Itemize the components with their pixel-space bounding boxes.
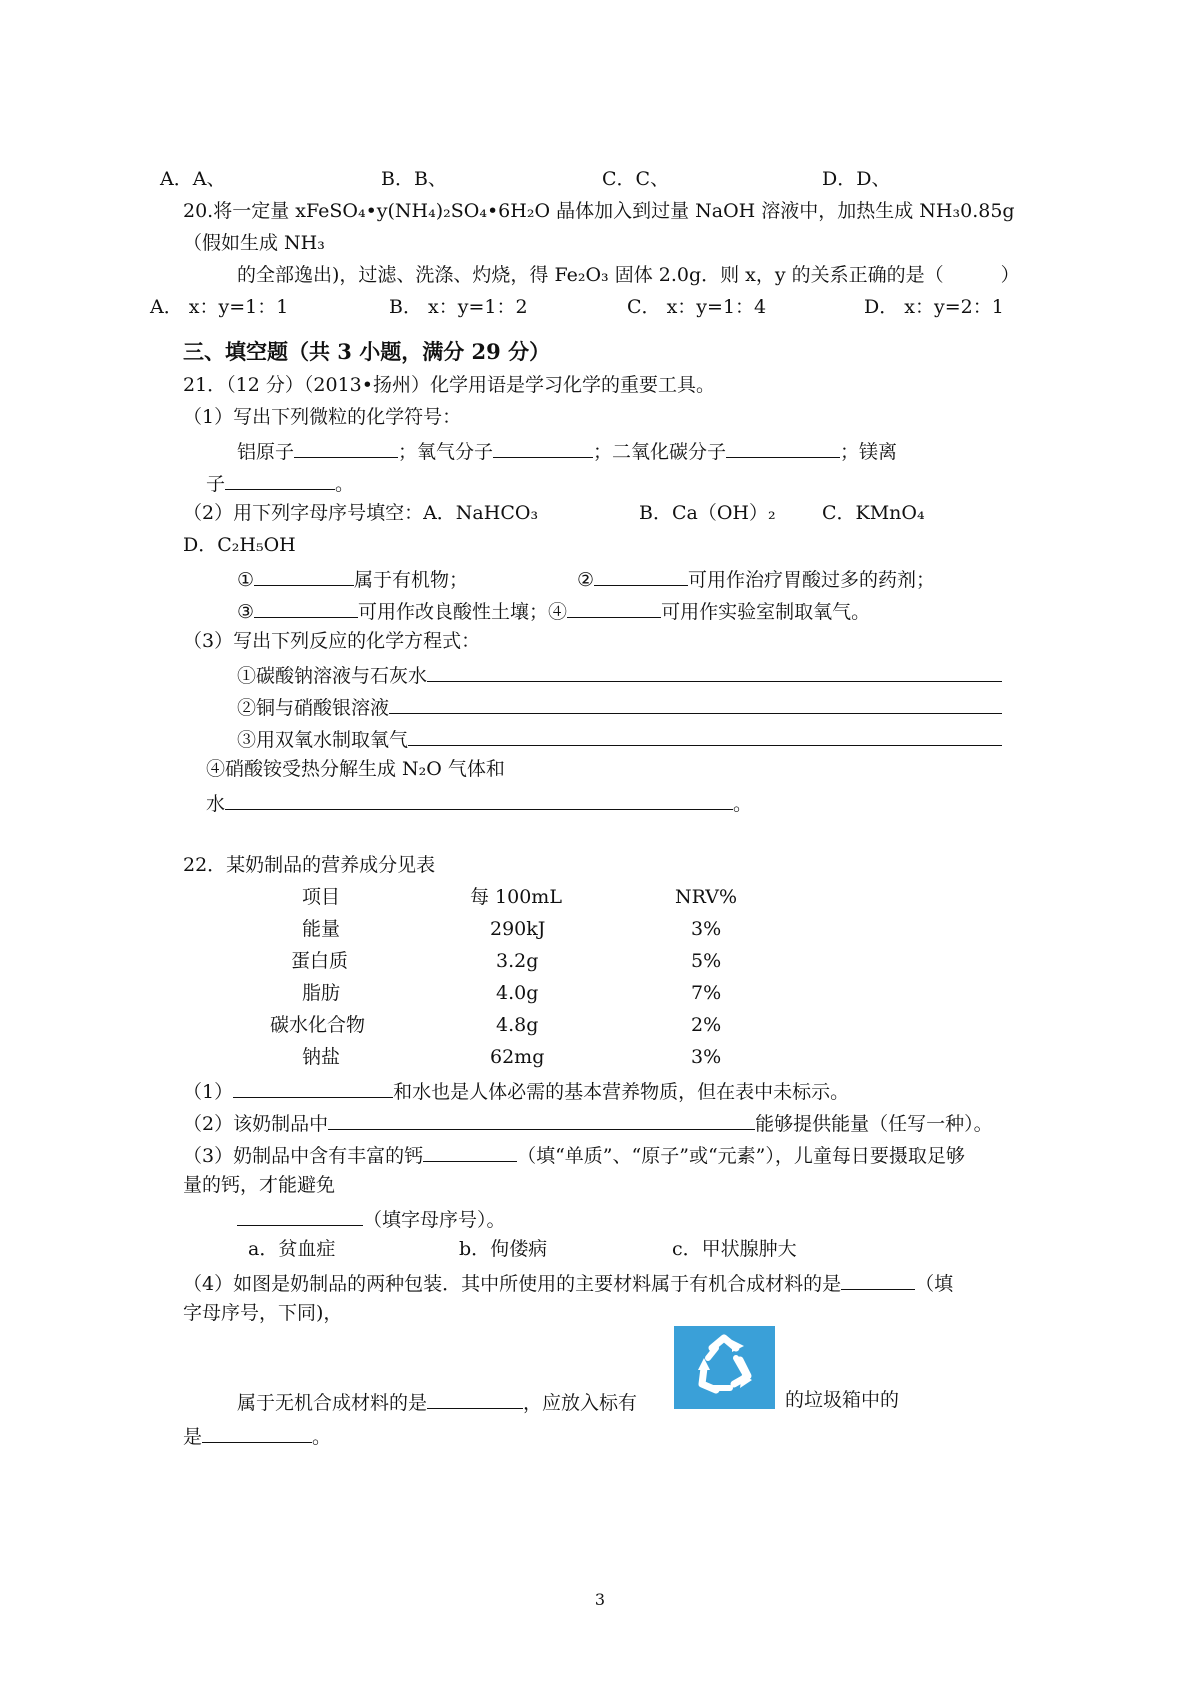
- q22-part4: [183, 1269, 953, 1296]
- answer-blank[interactable]: [389, 693, 1002, 714]
- answer-blank[interactable]: [202, 1422, 312, 1443]
- table-cell: 7%: [691, 982, 722, 1004]
- answer-blank[interactable]: [567, 597, 661, 618]
- period: 。: [312, 1426, 332, 1448]
- table-cell: 5%: [691, 950, 722, 972]
- table-cell: 4.8g: [496, 1014, 539, 1036]
- section-title: 三、填空题（共 3 小题，满分 29 分）: [183, 339, 551, 364]
- table-cell: 能量: [302, 918, 341, 940]
- bin-label: ，应放入标有: [523, 1392, 638, 1414]
- q22-part4-line2: 字母序号，下同)，: [183, 1302, 343, 1324]
- answer-blank[interactable]: [726, 437, 840, 458]
- part2-label: （2）该奶制品中: [183, 1113, 329, 1135]
- label-is: 是: [183, 1426, 203, 1448]
- table-cell: 2%: [691, 1014, 722, 1036]
- q22-opt-b: b．佝偻病: [459, 1238, 548, 1260]
- label-soil: 可用作改良酸性土壤；④: [358, 601, 568, 623]
- q19-option-a: A．A、: [160, 168, 226, 190]
- page-number: 3: [594, 1590, 606, 1609]
- table-cell: 碳水化合物: [270, 1014, 366, 1036]
- answer-blank[interactable]: [254, 597, 358, 618]
- q21-part1-line2: [206, 469, 354, 496]
- q21-eq2: [237, 693, 1002, 720]
- q22-part4-line4: [183, 1422, 331, 1449]
- q22-part4-line3: [237, 1388, 637, 1415]
- part3-label: （3）奶制品中含有丰富的钙: [183, 1145, 424, 1167]
- part1-text: 和水也是人体必需的基本营养物质，但在表中未标示。: [393, 1081, 850, 1103]
- q21-part2-row2: [237, 597, 870, 624]
- answer-blank[interactable]: [294, 437, 398, 458]
- label-aluminum-atom: 铝原子: [237, 441, 295, 463]
- q20-option-a: A． x：y=1：1: [150, 296, 289, 318]
- q21-eq3: [237, 725, 1002, 752]
- q21-part1-title: （1）写出下列微粒的化学符号：: [183, 406, 462, 428]
- q20-option-b: B． x：y=1：2: [389, 296, 528, 318]
- circled-2: ②: [577, 569, 595, 591]
- q22-opt-c: c．甲状腺肿大: [672, 1238, 797, 1260]
- part2-text: 能够提供能量（任写一种）。: [755, 1113, 993, 1135]
- part4-fill-hint: （填: [915, 1273, 954, 1295]
- eq1-label: ①碳酸钠溶液与石灰水: [237, 665, 428, 687]
- q20-stem-line3: 的全部逸出)，过滤、洗涤、灼烧，得 Fe₂O₃ 固体 2.0g．则 x，y 的关系正确的是（ ）: [237, 264, 1020, 286]
- q21-part2-title: （2）用下列字母序号填空：A．NaHCO₃: [183, 502, 539, 524]
- q21-eq4-answer: [206, 789, 752, 816]
- table-cell: 3.2g: [496, 950, 539, 972]
- q20-option-d: D． x：y=2：1: [864, 296, 1004, 318]
- q21-eq1: [237, 661, 1002, 688]
- q21-part2-option-b: B．Ca（OH）₂: [639, 502, 776, 524]
- label-oxygen-prep: 可用作实验室制取氧气。: [661, 601, 871, 623]
- part3-hint: （填字母序号）。: [363, 1209, 506, 1231]
- inorganic-label: 属于无机合成材料的是: [237, 1392, 428, 1414]
- label-antacid: 可用作治疗胃酸过多的药剂；: [688, 569, 936, 591]
- eq2-label: ②铜与硝酸银溶液: [237, 697, 390, 719]
- table-cell: 3%: [691, 918, 722, 940]
- q22-opt-a: a．贫血症: [248, 1238, 336, 1260]
- period: 。: [335, 473, 355, 495]
- q21-stem: 21．（12 分）（2013•扬州）化学用语是学习化学的重要工具。: [183, 374, 715, 396]
- q21-part2-row1: [237, 565, 468, 592]
- label-co2-molecule: ；二氧化碳分子: [593, 441, 727, 463]
- eq3-label: ③用双氧水制取氧气: [237, 729, 409, 751]
- answer-blank[interactable]: [493, 437, 593, 458]
- answer-blank[interactable]: [408, 725, 1002, 746]
- table-cell: 3%: [691, 1046, 722, 1068]
- q19-option-b: B．B、: [381, 168, 447, 190]
- q21-part2-row1b: [577, 565, 935, 592]
- table-header-item: 项目: [302, 886, 341, 908]
- answer-blank[interactable]: [225, 469, 335, 490]
- answer-blank[interactable]: [254, 565, 354, 586]
- q20-option-c: C． x：y=1：4: [627, 296, 767, 318]
- q21-part2-option-d: D．C₂H₅OH: [183, 534, 296, 556]
- answer-blank[interactable]: [328, 1109, 755, 1130]
- part3-text: （填“单质”、“原子”或“元素”），儿童每日要摄取足够: [517, 1145, 965, 1167]
- answer-blank[interactable]: [233, 1077, 393, 1098]
- part-number: （1）: [183, 1081, 234, 1103]
- label-organic: 属于有机物；: [354, 569, 469, 591]
- label-oxygen-molecule: ；氧气分子: [398, 441, 494, 463]
- q20-stem-line1: 20.将一定量 xFeSO₄•y(NH₄)₂SO₄•6H₂O 晶体加入到过量 NaOH 溶液中，加热生成 NH₃0.85g: [183, 200, 1015, 222]
- label-ion-suffix: 子: [206, 473, 226, 495]
- table-cell: 62mg: [490, 1046, 545, 1068]
- answer-blank[interactable]: [225, 789, 733, 810]
- table-cell: 钠盐: [302, 1046, 341, 1068]
- answer-blank[interactable]: [594, 565, 688, 586]
- answer-blank[interactable]: [841, 1269, 915, 1290]
- eq4-label: 水: [206, 793, 226, 815]
- q22-part3-line2: 量的钙，才能避免: [183, 1174, 336, 1196]
- circled-3: ③: [237, 601, 255, 623]
- answer-blank[interactable]: [237, 1205, 363, 1226]
- circled-1: ①: [237, 569, 255, 591]
- label-magnesium-ion: ；镁离: [840, 441, 898, 463]
- q20-stem-line2: （假如生成 NH₃: [183, 232, 325, 254]
- q21-part1-line1: [237, 437, 897, 464]
- table-cell: 4.0g: [496, 982, 539, 1004]
- part4-text: （4）如图是奶制品的两种包装．其中所使用的主要材料属于有机合成材料的是: [183, 1273, 842, 1295]
- q19-option-d: D．D、: [822, 168, 891, 190]
- q21-eq4: ④硝酸铵受热分解生成 N₂O 气体和: [206, 758, 505, 780]
- q21-part3-title: （3）写出下列反应的化学方程式：: [183, 630, 481, 652]
- q22-stem: 22．某奶制品的营养成分见表: [183, 854, 436, 876]
- table-cell: 蛋白质: [291, 950, 349, 972]
- period: 。: [733, 793, 753, 815]
- table-header-nrv: NRV%: [675, 886, 738, 908]
- q19-option-c: C．C、: [602, 168, 670, 190]
- recycle-icon: [674, 1326, 775, 1409]
- q22-part3-line3: [237, 1205, 506, 1232]
- answer-blank[interactable]: [427, 1388, 523, 1409]
- answer-blank[interactable]: [423, 1141, 517, 1162]
- q21-part2-option-c: C．KMnO₄: [822, 502, 925, 524]
- q22-part4-line3-end: 的垃圾箱中的: [785, 1389, 900, 1411]
- table-cell: 290kJ: [490, 918, 546, 940]
- q22-part2: [183, 1109, 993, 1136]
- q22-part3: [183, 1141, 965, 1168]
- table-cell: 脂肪: [302, 982, 341, 1004]
- table-header-per100ml: 每 100mL: [470, 886, 562, 908]
- q22-part1: [183, 1077, 849, 1104]
- answer-blank[interactable]: [427, 661, 1002, 682]
